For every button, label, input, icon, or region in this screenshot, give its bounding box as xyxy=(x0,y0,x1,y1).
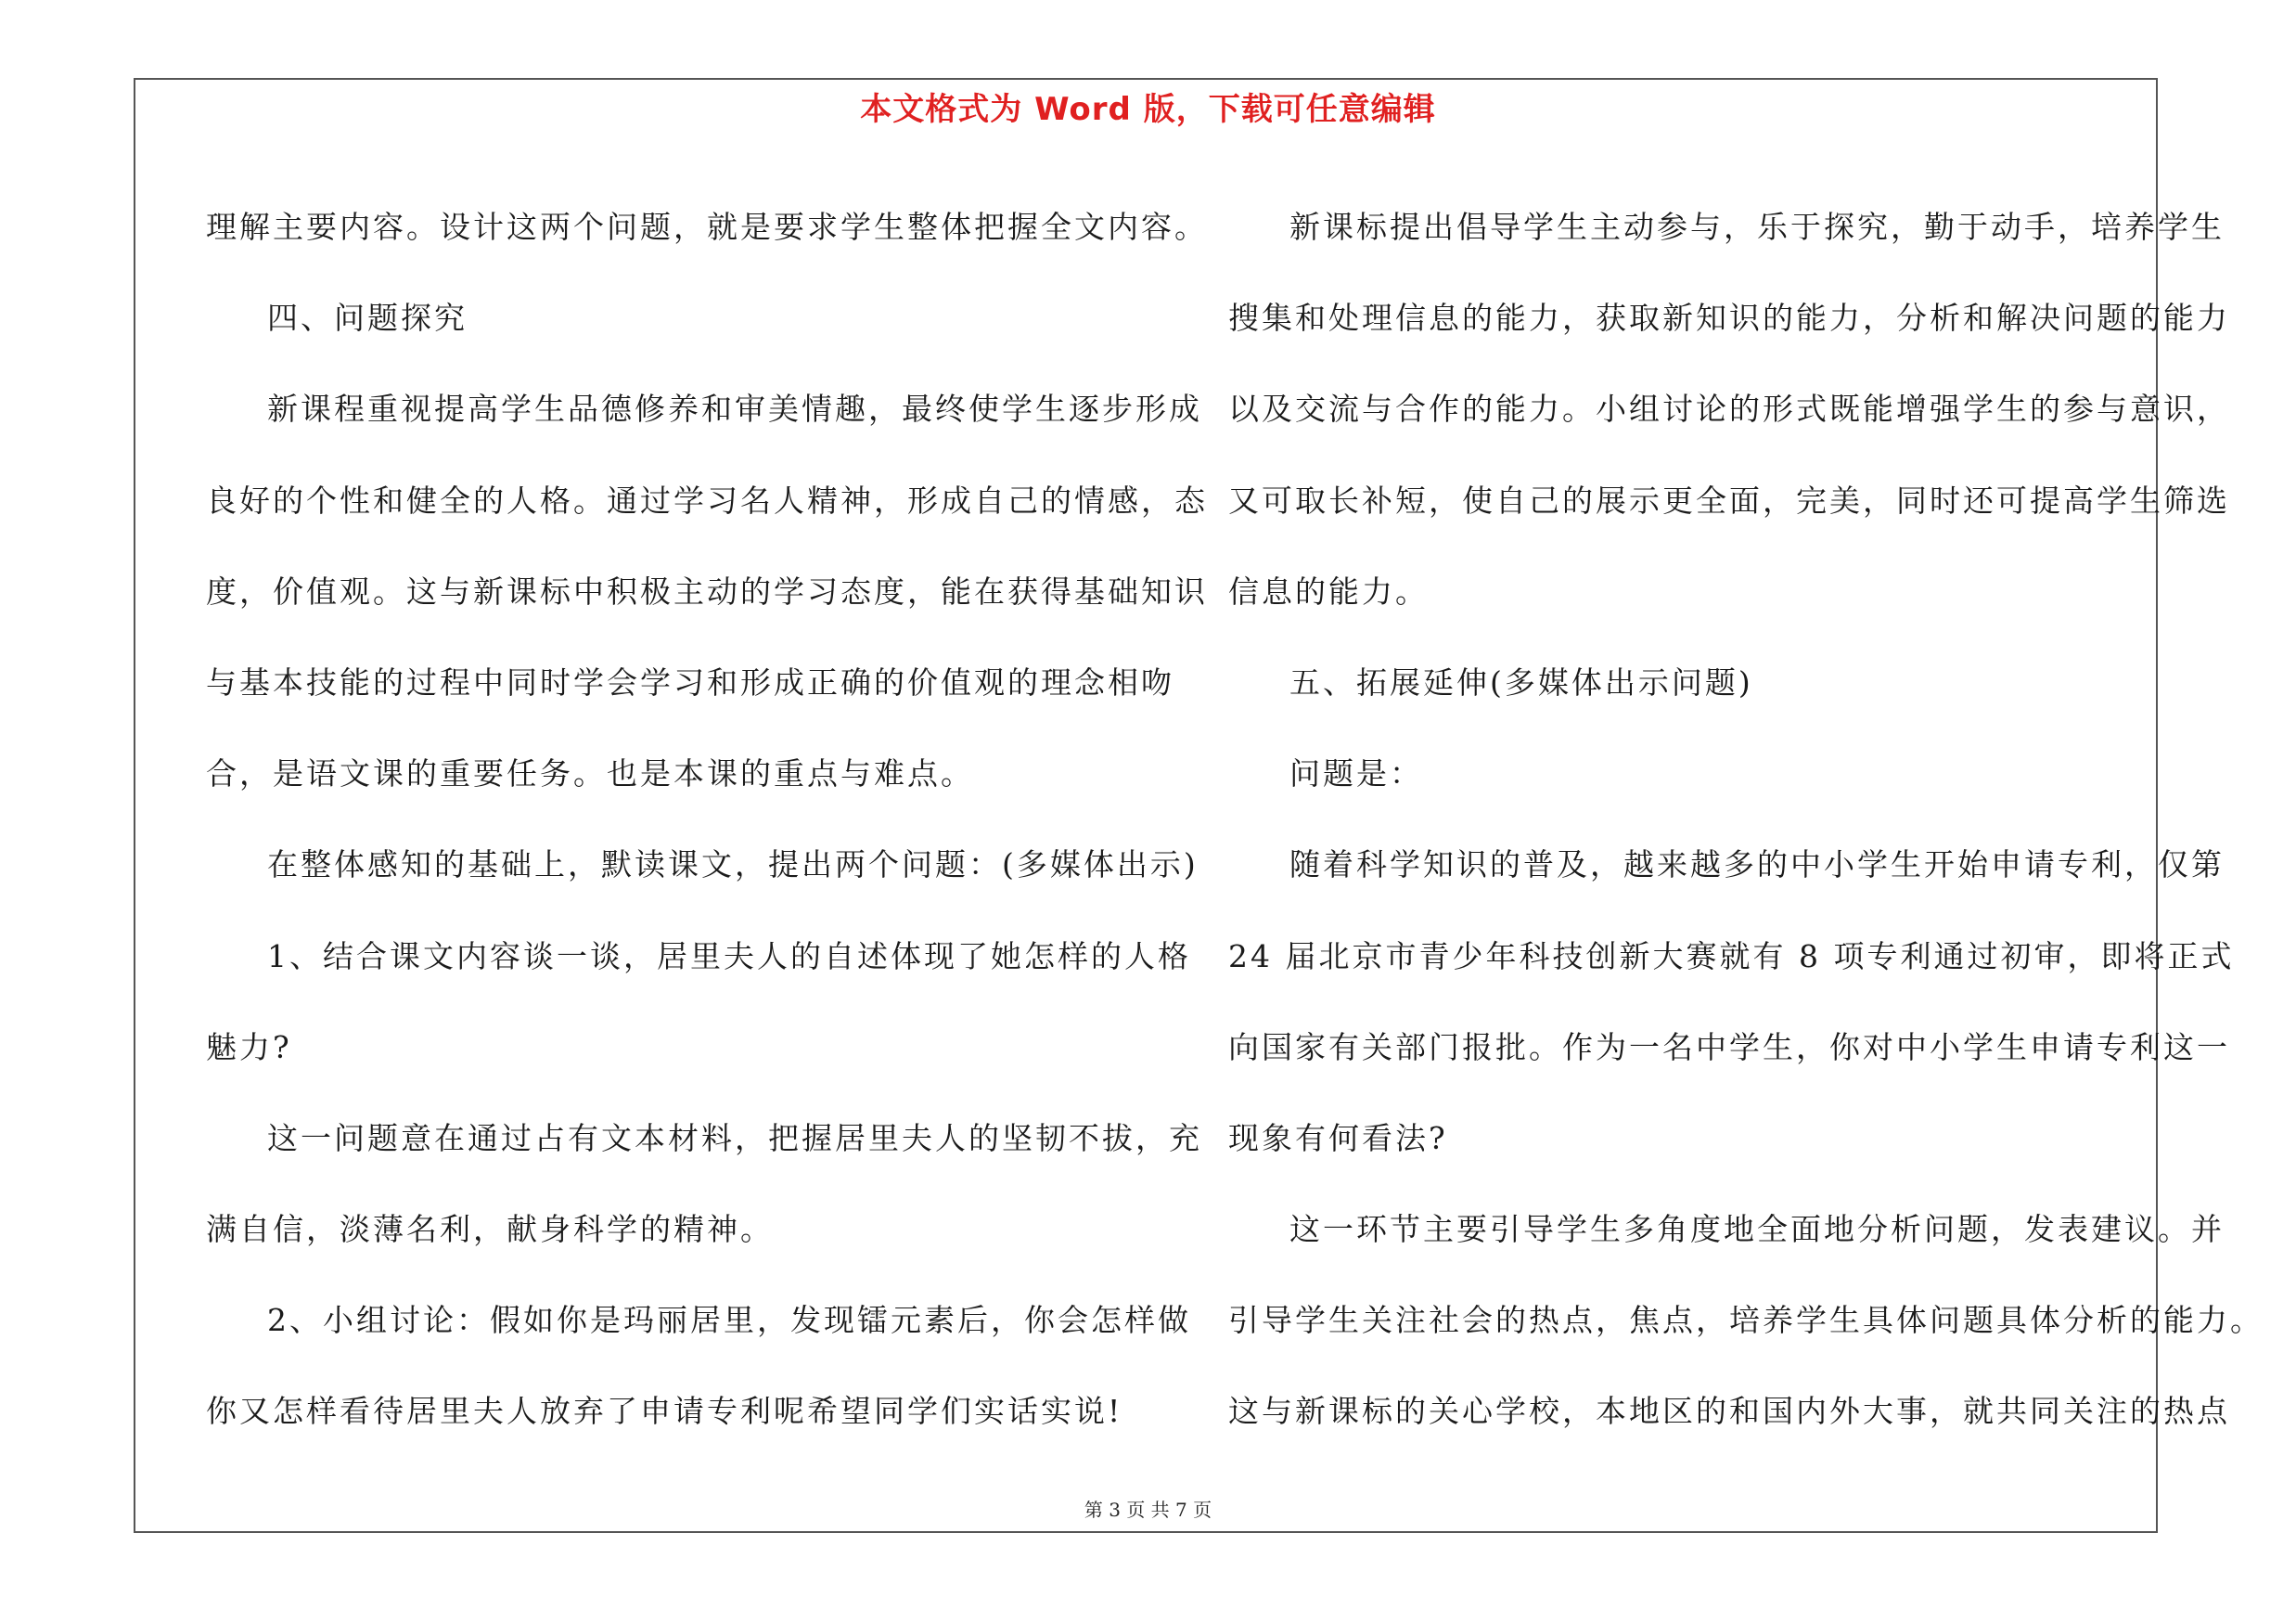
text-line: 这与新课标的关心学校，本地区的和国内外大事，就共同关注的热点 xyxy=(1228,1393,2230,1430)
text-line: 24 届北京市青少年科技创新大赛就有 8 项专利通过初审，即将正式 xyxy=(1228,937,2235,974)
section-heading: 四、问题探究 xyxy=(267,300,468,337)
text-line: 又可取长补短，使自己的展示更全面，完美，同时还可提高学生筛选 xyxy=(1228,482,2230,519)
header-banner: 本文格式为 Word 版，下载可任意编辑 xyxy=(860,91,1436,128)
section-heading: 五、拓展延伸(多媒体出示问题) xyxy=(1289,663,1753,701)
text-line: 2、小组讨论：假如你是玛丽居里，发现镭元素后，你会怎样做 xyxy=(267,1302,1191,1339)
text-line: 以及交流与合作的能力。小组讨论的形式既能增强学生的参与意识， xyxy=(1228,391,2230,428)
text-line: 向国家有关部门报批。作为一名中学生，你对中小学生申请专利这一 xyxy=(1228,1028,2230,1065)
text-line: 这一问题意在通过占有文本材料，把握居里夫人的坚韧不拔，充 xyxy=(267,1119,1202,1156)
text-line: 搜集和处理信息的能力，获取新知识的能力，分析和解决问题的能力 xyxy=(1228,300,2230,337)
text-line: 新课标提出倡导学生主动参与，乐于探究，勤于动手，培养学生 xyxy=(1289,209,2225,245)
text-line: 理解主要内容。设计这两个问题，就是要求学生整体把握全文内容。 xyxy=(206,209,1208,245)
text-line: 与基本技能的过程中同时学会学习和形成正确的价值观的理念相吻 xyxy=(206,663,1174,701)
page-footer: 第 3 页 共 7 页 xyxy=(1084,1499,1212,1521)
left-column xyxy=(206,182,1208,1458)
text-line: 你又怎样看待居里夫人放弃了申请专利呢希望同学们实话实说! xyxy=(206,1393,1123,1430)
text-line: 满自信，淡薄名利，献身科学的精神。 xyxy=(206,1211,774,1248)
text-line: 引导学生关注社会的热点，焦点，培养学生具体问题具体分析的能力。 xyxy=(1228,1302,2264,1339)
text-line: 良好的个性和健全的人格。通过学习名人精神，形成自己的情感，态 xyxy=(206,482,1208,519)
text-line: 魅力? xyxy=(206,1028,292,1065)
text-line: 度，价值观。这与新课标中积极主动的学习态度，能在获得基础知识 xyxy=(206,573,1208,610)
text-line: 在整体感知的基础上，默读课文，提出两个问题：(多媒体出示) xyxy=(267,846,1199,883)
text-line: 随着科学知识的普及，越来越多的中小学生开始申请专利，仅第 xyxy=(1289,846,2225,883)
text-line: 信息的能力。 xyxy=(1228,573,1429,610)
text-line: 新课程重视提高学生品德修养和审美情趣，最终使学生逐步形成 xyxy=(267,391,1202,428)
text-line: 1、结合课文内容谈一谈，居里夫人的自述体现了她怎样的人格 xyxy=(267,937,1191,974)
text-line: 这一环节主要引导学生多角度地全面地分析问题，发表建议。并 xyxy=(1289,1211,2225,1248)
right-column xyxy=(1228,182,2264,1458)
text-line: 现象有何看法? xyxy=(1228,1119,1448,1156)
text-line: 合，是语文课的重要任务。也是本课的重点与难点。 xyxy=(206,755,974,792)
text-line: 问题是： xyxy=(1289,755,1423,792)
